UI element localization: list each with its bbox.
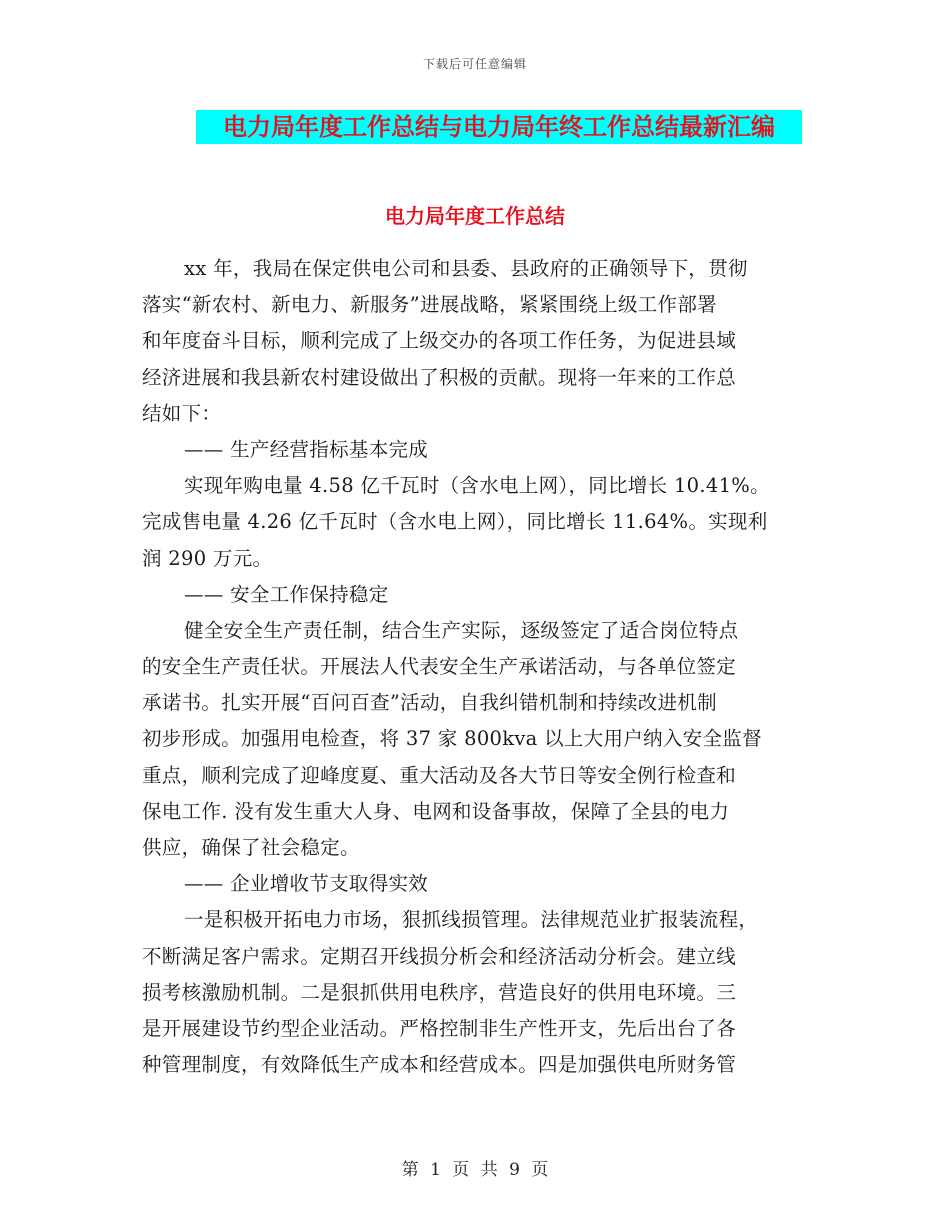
paragraph-line: 保电工作. 没有发生重大人身、电网和设备事故，保障了全县的电力 bbox=[142, 799, 730, 823]
paragraph-line: xx 年，我局在保定供电公司和县委、县政府的正确领导下，贯彻 bbox=[184, 257, 748, 280]
paragraph-line: 和年度奋斗目标，顺利完成了上级交办的各项工作任务，为促进县域 bbox=[142, 329, 737, 353]
paragraph-line: 健全安全生产责任制，结合生产实际，逐级签定了适合岗位特点 bbox=[184, 618, 739, 642]
section-heading: —— 安全工作保持稳定 bbox=[184, 582, 389, 606]
section-heading: —— 企业增收节支取得实效 bbox=[184, 872, 429, 896]
paragraph-line: 初步形成。加强用电检查，将 37 家 800kva 以上大用户纳入安全监督 bbox=[142, 727, 762, 751]
paragraph-line: 种管理制度，有效降低生产成本和经营成本。四是加强供电所财务管 bbox=[142, 1053, 737, 1077]
main-title: 电力局年度工作总结与电力局年终工作总结最新汇编 bbox=[196, 110, 802, 144]
paragraph-line: 损考核激励机制。二是狠抓供用电秩序，营造良好的供用电环境。三 bbox=[142, 980, 737, 1004]
paragraph-line: 润 290 万元。 bbox=[142, 546, 273, 570]
paragraph-line: 不断满足客户需求。定期召开线损分析会和经济活动分析会。建立线 bbox=[142, 944, 737, 968]
header-note: 下载后可任意编辑 bbox=[422, 57, 527, 71]
section-heading: —— 生产经营指标基本完成 bbox=[184, 437, 429, 461]
paragraph-line: 承诺书。扎实开展“百问百查”活动，自我纠错机制和持续改进机制 bbox=[142, 691, 717, 715]
paragraph-line: 落实“新农村、新电力、新服务”进展战略，紧紧围绕上级工作部署 bbox=[142, 293, 717, 317]
page-footer: 第 1 页 共 9 页 bbox=[401, 1160, 549, 1180]
paragraph-line: 的安全生产责任状。开展法人代表安全生产承诺活动，与各单位签定 bbox=[142, 655, 737, 679]
paragraph-line: 是开展建设节约型企业活动。严格控制非生产性开支，先后出台了各 bbox=[142, 1016, 737, 1040]
section-title: 电力局年度工作总结 bbox=[385, 204, 565, 228]
paragraph-line: 结如下： bbox=[142, 401, 222, 425]
paragraph-line: 供应，确保了社会稳定。 bbox=[142, 836, 360, 859]
paragraph-line: 重点，顺利完成了迎峰度夏、重大活动及各大节日等安全例行检查和 bbox=[142, 763, 737, 787]
paragraph-line: 经济进展和我县新农村建设做出了积极的贡献。现将一年来的工作总 bbox=[142, 365, 737, 389]
paragraph-line: 完成售电量 4.26 亿千瓦时（含水电上网），同比增长 11.64%。实现利 bbox=[142, 510, 768, 534]
paragraph-line: 一是积极开拓电力市场，狠抓线损管理。法律规范业扩报装流程， bbox=[184, 908, 759, 932]
body-text bbox=[142, 251, 802, 1083]
paragraph-line: 实现年购电量 4.58 亿千瓦时（含水电上网），同比增长 10.41%。 bbox=[184, 474, 770, 498]
